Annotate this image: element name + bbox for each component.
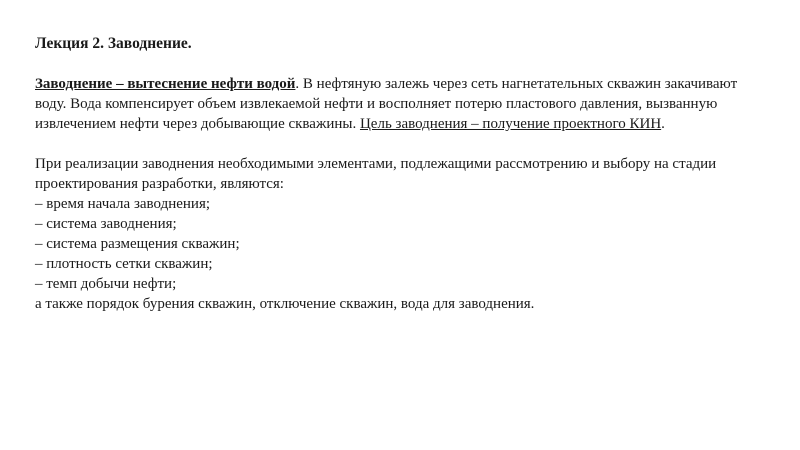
paragraph-gap	[35, 134, 765, 154]
definition-paragraph	[35, 74, 765, 134]
list-item: – время начала заводнения;	[35, 196, 211, 212]
closing-line: а также порядок бурения скважин, отключение скважин, вода для заводнения.	[35, 296, 535, 312]
list-item: – плотность сетки скважин;	[35, 256, 213, 272]
flooding-goal-end: .	[661, 116, 665, 132]
definition-term-end: .	[295, 76, 300, 92]
elements-list	[35, 194, 765, 294]
list-item: – темп добычи нефти;	[35, 276, 177, 292]
list-item: – система заводнения;	[35, 216, 177, 232]
definition-body: В нефтяную залежь через сеть нагнетательных скважин закачивают воду. Вода компенсирует объем извлекаемой нефти и восполняет потерю пластового давления, вызванную извлечением нефти через добывающие скважины.	[35, 76, 738, 132]
slide-content	[35, 34, 765, 314]
flooding-goal: Цель заводнения – получение проектного КИН	[359, 116, 662, 132]
elements-intro: При реализации заводнения необходимыми элементами, подлежащими рассмотрению и выбору на стадии проектирования разработки, являются:	[35, 156, 717, 192]
definition-term: Заводнение – вытеснение нефти водой	[35, 76, 296, 92]
list-item: – система размещения скважин;	[35, 236, 240, 252]
lecture-title: Лекция 2. Заводнение.	[35, 35, 192, 52]
